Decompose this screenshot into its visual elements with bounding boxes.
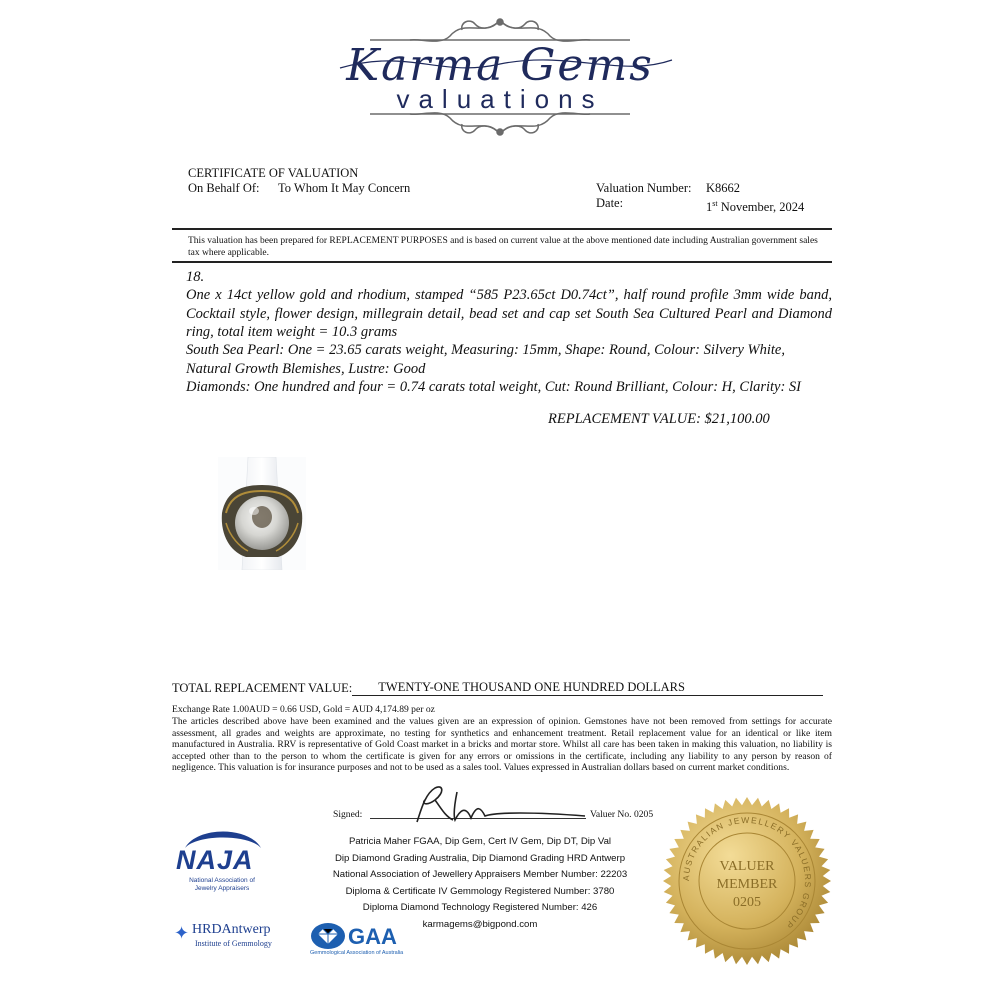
brand-script-text: Karma Gems (346, 40, 654, 91)
item-number: 18. (186, 269, 205, 285)
diamond-details: Diamonds: One hundred and four = 0.74 carats total weight, Cut: Round Brilliant, Colour: H, Clarity: SI (186, 379, 802, 395)
hrd-subtitle: Institute of Gemmology (195, 939, 272, 948)
credential-line: Dip Diamond Grading Australia, Dip Diamond Grading HRD Antwerp (334, 852, 626, 864)
behalf-label: On Behalf Of: (188, 181, 260, 195)
underline-tail (685, 680, 823, 696)
exchange-rate: Exchange Rate 1.00AUD = 0.66 USD, Gold = AUD 4,174.89 per oz (172, 704, 435, 715)
signature-scribble (395, 782, 595, 824)
seal-line-2: MEMBER (716, 877, 778, 892)
total-replacement-line (172, 680, 832, 696)
pearl-details: South Sea Pearl: One = 23.65 carats weight, Measuring: 15mm, Shape: Round, Colour: Silvery White, Natural Growth Blemishes, Lustre: Good (186, 342, 785, 377)
seal-line-3: 0205 (733, 895, 761, 910)
gaa-logo (310, 922, 440, 958)
ring-photo (218, 457, 306, 570)
signed-label: Signed: (333, 809, 363, 820)
credentials-block (330, 834, 630, 934)
naja-name: NAJA (176, 845, 254, 875)
valuer-gold-seal (662, 796, 832, 966)
brand-sub-text: valuations (396, 84, 604, 114)
valuation-number-label: Valuation Number: (596, 181, 692, 195)
credential-line: Patricia Maher FGAA, Dip Gem, Cert IV Gem, Dip DT, Dip Val (348, 836, 612, 847)
gaa-name: GAA (348, 924, 397, 949)
valuation-number: K8662 (706, 181, 741, 195)
credential-line: Diploma & Certificate IV Gemmology Registered Number: 3780 (345, 885, 615, 897)
hrd-name: HRDAntwerp (192, 922, 271, 937)
hrd-star-icon: ✦ (174, 923, 190, 943)
contact-email: karmagems@bigpond.com (422, 918, 538, 930)
karma-gems-logo (300, 8, 700, 138)
gaa-subtitle: Gemmological Association of Australia (310, 950, 404, 956)
behalf-value: To Whom It May Concern (278, 181, 411, 195)
certificate-title: CERTIFICATE OF VALUATION (188, 166, 359, 180)
top-ornament-icon (370, 19, 630, 41)
hrd-logo (174, 922, 290, 952)
valuation-date: 1st November, 2024 (706, 199, 805, 215)
credential-line: Diploma Diamond Technology Registered Number: 426 (362, 902, 598, 914)
underline-gap (352, 680, 378, 696)
item-description: One x 14ct yellow gold and rhodium, stamped “585 P23.65ct D0.74ct”, half round profile 3mm wide band, Cocktail style, flower design, millegrain detail, bead set and cap set South Sea Cultured Pearl and Diamond ring, total item weight = 10.3 grams (186, 287, 832, 340)
credential-line: National Association of Jewellery Appraisers Member Number: 22203 (332, 869, 628, 881)
valuer-number: Valuer No. 0205 (590, 809, 654, 820)
seal-ring-text: AUSTRALIAN JEWELLERY VALUERS GROUP (680, 814, 814, 932)
replacement-value: REPLACEMENT VALUE: $21,100.00 (548, 411, 770, 427)
disclaimer: The articles described above have been examined and the values given are an expression of opinion. Gemstones have not been removed from settings for accurate assessment, all grades and weights are approximate, no testing for synthetics and enhancement treatment. Retail replacement value for an identical or like item manufactured in Australia. RRV is representative of Gold Coast market in a bricks and mortar store. Whilst all care has been taken in making this valuation, no liability is accepted other than to the person to whom the certificate is given for any errors or omissions in the certificate, including any liability to any person by reason of negligence. This valuation is for insurance purposes and not to be used as a sales tool. Values expressed in Australian dollars based on current market conditions. (172, 716, 832, 774)
divider-top (172, 228, 832, 230)
naja-logo (173, 822, 273, 902)
naja-fullname: National Association of Jewelry Appraisers (189, 877, 255, 892)
date-label: Date: (596, 196, 624, 210)
purpose-note: This valuation has been prepared for REPLACEMENT PURPOSES and is based on current value at the above mentioned date including Australian government sales tax where applicable. (188, 236, 818, 258)
total-label: TOTAL REPLACEMENT VALUE: (172, 681, 353, 695)
seal-line-1: VALUER (719, 859, 775, 874)
divider-bottom (172, 261, 832, 263)
total-words: TWENTY-ONE THOUSAND ONE HUNDRED DOLLARS (378, 680, 685, 694)
bottom-ornament-icon (370, 113, 630, 135)
gaa-gem-icon (310, 922, 346, 950)
